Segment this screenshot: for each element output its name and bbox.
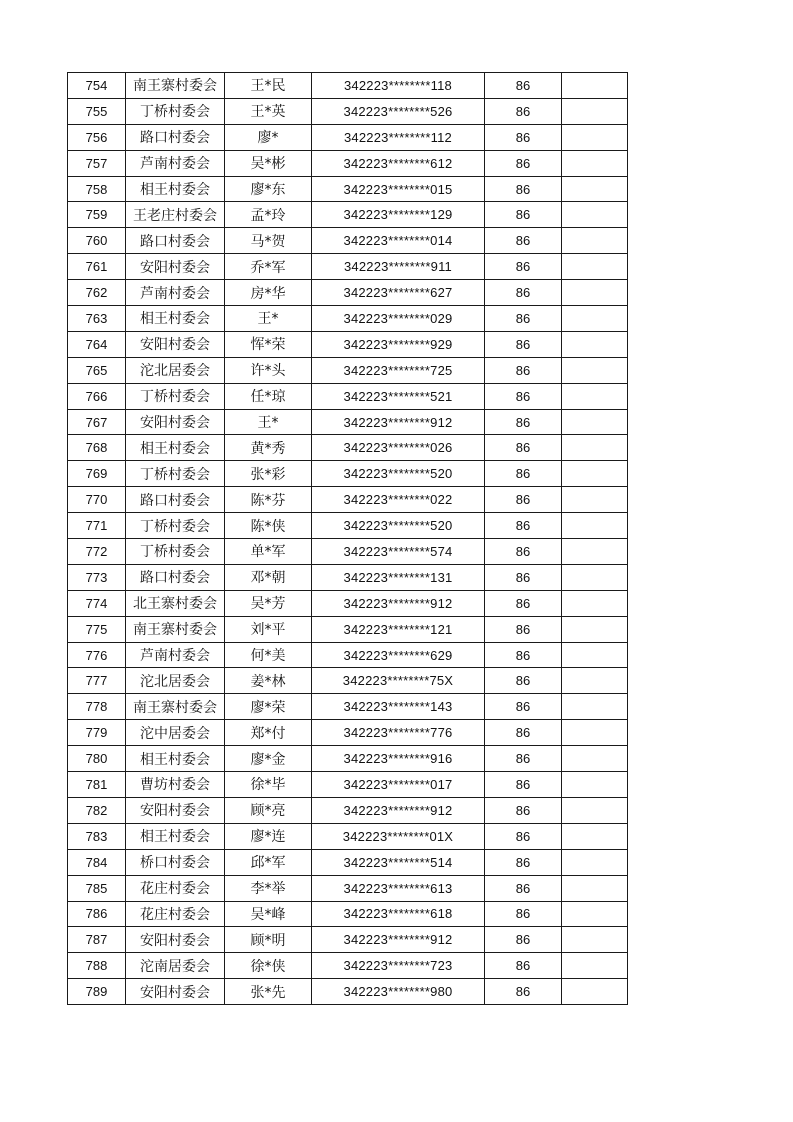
person-name-cell: 张*先 [225,979,312,1005]
id-number-cell: 342223********627 [312,280,485,306]
score-cell: 86 [485,746,562,772]
table-row [68,280,628,306]
village-committee-cell: 花庄村委会 [126,875,225,901]
remark-cell [562,797,628,823]
person-name-cell: 廖*荣 [225,694,312,720]
id-number-cell: 342223********514 [312,849,485,875]
village-committee-cell: 沱北居委会 [126,668,225,694]
village-committee-cell: 相王村委会 [126,823,225,849]
serial-number-cell: 770 [68,487,126,513]
table-row [68,642,628,668]
serial-number-cell: 767 [68,409,126,435]
id-number-cell: 342223********929 [312,331,485,357]
person-name-cell: 邓*朝 [225,564,312,590]
remark-cell [562,616,628,642]
table-row [68,306,628,332]
table-row [68,73,628,99]
village-committee-cell: 曹坊村委会 [126,772,225,798]
score-cell: 86 [485,590,562,616]
person-name-cell: 孟*玲 [225,202,312,228]
village-committee-cell: 路口村委会 [126,487,225,513]
id-number-cell: 342223********01X [312,823,485,849]
id-number-cell: 342223********526 [312,98,485,124]
person-name-cell: 邱*军 [225,849,312,875]
table-row [68,746,628,772]
table-row [68,901,628,927]
serial-number-cell: 762 [68,280,126,306]
serial-number-cell: 778 [68,694,126,720]
remark-cell [562,409,628,435]
remark-cell [562,927,628,953]
village-committee-cell: 沱南居委会 [126,953,225,979]
table-row [68,331,628,357]
id-number-cell: 342223********776 [312,720,485,746]
table-row [68,979,628,1005]
id-number-cell: 342223********015 [312,176,485,202]
id-number-cell: 342223********022 [312,487,485,513]
id-number-cell: 342223********520 [312,461,485,487]
score-cell: 86 [485,461,562,487]
remark-cell [562,150,628,176]
table-row [68,176,628,202]
village-committee-cell: 丁桥村委会 [126,461,225,487]
village-committee-cell: 北王寨村委会 [126,590,225,616]
village-committee-cell: 芦南村委会 [126,280,225,306]
person-name-cell: 郑*付 [225,720,312,746]
serial-number-cell: 756 [68,124,126,150]
serial-number-cell: 777 [68,668,126,694]
score-cell: 86 [485,435,562,461]
score-cell: 86 [485,642,562,668]
person-name-cell: 陈*芬 [225,487,312,513]
serial-number-cell: 784 [68,849,126,875]
village-committee-cell: 安阳村委会 [126,331,225,357]
id-number-cell: 342223********912 [312,797,485,823]
id-number-cell: 342223********112 [312,124,485,150]
remark-cell [562,461,628,487]
village-committee-cell: 安阳村委会 [126,927,225,953]
remark-cell [562,306,628,332]
table-row [68,487,628,513]
village-committee-cell: 安阳村委会 [126,979,225,1005]
remark-cell [562,746,628,772]
table-row [68,539,628,565]
id-number-cell: 342223********912 [312,927,485,953]
village-committee-cell: 安阳村委会 [126,254,225,280]
table-row [68,694,628,720]
roster-table-body [68,73,628,1005]
remark-cell [562,564,628,590]
village-committee-cell: 南王寨村委会 [126,616,225,642]
score-cell: 86 [485,124,562,150]
person-name-cell: 恽*荣 [225,331,312,357]
remark-cell [562,590,628,616]
id-number-cell: 342223********017 [312,772,485,798]
person-name-cell: 单*军 [225,539,312,565]
village-committee-cell: 相王村委会 [126,176,225,202]
village-committee-cell: 桥口村委会 [126,849,225,875]
village-committee-cell: 芦南村委会 [126,642,225,668]
table-row [68,823,628,849]
score-cell: 86 [485,849,562,875]
remark-cell [562,953,628,979]
table-row [68,797,628,823]
serial-number-cell: 769 [68,461,126,487]
remark-cell [562,487,628,513]
score-cell: 86 [485,797,562,823]
remark-cell [562,772,628,798]
person-name-cell: 张*彩 [225,461,312,487]
serial-number-cell: 775 [68,616,126,642]
score-cell: 86 [485,357,562,383]
village-committee-cell: 花庄村委会 [126,901,225,927]
score-cell: 86 [485,228,562,254]
serial-number-cell: 788 [68,953,126,979]
id-number-cell: 342223********618 [312,901,485,927]
table-row [68,616,628,642]
village-committee-cell: 南王寨村委会 [126,73,225,99]
serial-number-cell: 761 [68,254,126,280]
score-cell: 86 [485,668,562,694]
table-row [68,513,628,539]
table-row [68,124,628,150]
serial-number-cell: 776 [68,642,126,668]
person-name-cell: 乔*军 [225,254,312,280]
score-cell: 86 [485,616,562,642]
remark-cell [562,124,628,150]
person-name-cell: 马*贺 [225,228,312,254]
table-row [68,772,628,798]
score-cell: 86 [485,73,562,99]
serial-number-cell: 768 [68,435,126,461]
score-cell: 86 [485,539,562,565]
remark-cell [562,383,628,409]
remark-cell [562,720,628,746]
serial-number-cell: 759 [68,202,126,228]
serial-number-cell: 766 [68,383,126,409]
table-row [68,409,628,435]
score-cell: 86 [485,98,562,124]
serial-number-cell: 760 [68,228,126,254]
serial-number-cell: 780 [68,746,126,772]
serial-number-cell: 783 [68,823,126,849]
score-cell: 86 [485,487,562,513]
person-name-cell: 许*头 [225,357,312,383]
village-committee-cell: 相王村委会 [126,435,225,461]
id-number-cell: 342223********911 [312,254,485,280]
serial-number-cell: 787 [68,927,126,953]
score-cell: 86 [485,901,562,927]
person-name-cell: 李*举 [225,875,312,901]
serial-number-cell: 765 [68,357,126,383]
serial-number-cell: 771 [68,513,126,539]
score-cell: 86 [485,823,562,849]
village-committee-cell: 芦南村委会 [126,150,225,176]
remark-cell [562,513,628,539]
village-committee-cell: 沱北居委会 [126,357,225,383]
person-name-cell: 王* [225,409,312,435]
person-name-cell: 顾*亮 [225,797,312,823]
person-name-cell: 房*华 [225,280,312,306]
person-name-cell: 王*英 [225,98,312,124]
remark-cell [562,357,628,383]
remark-cell [562,875,628,901]
table-row [68,590,628,616]
remark-cell [562,539,628,565]
person-name-cell: 吴*彬 [225,150,312,176]
remark-cell [562,228,628,254]
score-cell: 86 [485,331,562,357]
remark-cell [562,668,628,694]
person-name-cell: 刘*平 [225,616,312,642]
score-cell: 86 [485,513,562,539]
id-number-cell: 342223********121 [312,616,485,642]
table-row [68,228,628,254]
remark-cell [562,98,628,124]
remark-cell [562,73,628,99]
serial-number-cell: 772 [68,539,126,565]
village-committee-cell: 丁桥村委会 [126,513,225,539]
table-row [68,849,628,875]
score-cell: 86 [485,875,562,901]
person-name-cell: 廖*金 [225,746,312,772]
score-cell: 86 [485,383,562,409]
score-cell: 86 [485,150,562,176]
village-committee-cell: 安阳村委会 [126,409,225,435]
village-committee-cell: 王老庄村委会 [126,202,225,228]
score-cell: 86 [485,772,562,798]
id-number-cell: 342223********574 [312,539,485,565]
person-name-cell: 廖* [225,124,312,150]
score-cell: 86 [485,953,562,979]
id-number-cell: 342223********612 [312,150,485,176]
score-cell: 86 [485,720,562,746]
village-committee-cell: 沱中居委会 [126,720,225,746]
serial-number-cell: 757 [68,150,126,176]
id-number-cell: 342223********613 [312,875,485,901]
table-row [68,927,628,953]
person-name-cell: 顾*明 [225,927,312,953]
person-name-cell: 任*琼 [225,383,312,409]
remark-cell [562,202,628,228]
id-number-cell: 342223********118 [312,73,485,99]
village-committee-cell: 南王寨村委会 [126,694,225,720]
village-committee-cell: 路口村委会 [126,124,225,150]
remark-cell [562,331,628,357]
remark-cell [562,254,628,280]
id-number-cell: 342223********912 [312,590,485,616]
id-number-cell: 342223********521 [312,383,485,409]
score-cell: 86 [485,306,562,332]
score-cell: 86 [485,979,562,1005]
remark-cell [562,280,628,306]
serial-number-cell: 789 [68,979,126,1005]
serial-number-cell: 754 [68,73,126,99]
serial-number-cell: 773 [68,564,126,590]
id-number-cell: 342223********629 [312,642,485,668]
serial-number-cell: 764 [68,331,126,357]
id-number-cell: 342223********014 [312,228,485,254]
village-committee-cell: 丁桥村委会 [126,383,225,409]
village-committee-cell: 丁桥村委会 [126,539,225,565]
id-number-cell: 342223********980 [312,979,485,1005]
id-number-cell: 342223********026 [312,435,485,461]
table-row [68,461,628,487]
serial-number-cell: 779 [68,720,126,746]
serial-number-cell: 781 [68,772,126,798]
serial-number-cell: 763 [68,306,126,332]
id-number-cell: 342223********129 [312,202,485,228]
remark-cell [562,823,628,849]
person-name-cell: 何*美 [225,642,312,668]
person-name-cell: 吴*芳 [225,590,312,616]
remark-cell [562,979,628,1005]
person-name-cell: 廖*连 [225,823,312,849]
person-name-cell: 廖*东 [225,176,312,202]
score-cell: 86 [485,202,562,228]
table-row [68,150,628,176]
village-committee-cell: 相王村委会 [126,306,225,332]
roster-table [67,72,628,1005]
table-row [68,254,628,280]
person-name-cell: 姜*林 [225,668,312,694]
id-number-cell: 342223********131 [312,564,485,590]
id-number-cell: 342223********723 [312,953,485,979]
village-committee-cell: 路口村委会 [126,228,225,254]
id-number-cell: 342223********916 [312,746,485,772]
score-cell: 86 [485,927,562,953]
serial-number-cell: 755 [68,98,126,124]
person-name-cell: 王*民 [225,73,312,99]
id-number-cell: 342223********520 [312,513,485,539]
serial-number-cell: 782 [68,797,126,823]
score-cell: 86 [485,254,562,280]
score-cell: 86 [485,694,562,720]
table-row [68,383,628,409]
person-name-cell: 吴*峰 [225,901,312,927]
score-cell: 86 [485,176,562,202]
remark-cell [562,435,628,461]
table-row [68,564,628,590]
table-row [68,435,628,461]
table-row [68,668,628,694]
person-name-cell: 黄*秀 [225,435,312,461]
score-cell: 86 [485,564,562,590]
table-row [68,875,628,901]
village-committee-cell: 路口村委会 [126,564,225,590]
remark-cell [562,642,628,668]
person-name-cell: 王* [225,306,312,332]
village-committee-cell: 相王村委会 [126,746,225,772]
village-committee-cell: 丁桥村委会 [126,98,225,124]
person-name-cell: 陈*侠 [225,513,312,539]
table-row [68,202,628,228]
remark-cell [562,849,628,875]
person-name-cell: 徐*毕 [225,772,312,798]
table-row [68,357,628,383]
remark-cell [562,176,628,202]
id-number-cell: 342223********029 [312,306,485,332]
serial-number-cell: 758 [68,176,126,202]
serial-number-cell: 774 [68,590,126,616]
score-cell: 86 [485,409,562,435]
table-row [68,720,628,746]
id-number-cell: 342223********725 [312,357,485,383]
id-number-cell: 342223********75X [312,668,485,694]
score-cell: 86 [485,280,562,306]
remark-cell [562,901,628,927]
serial-number-cell: 785 [68,875,126,901]
village-committee-cell: 安阳村委会 [126,797,225,823]
table-row [68,953,628,979]
person-name-cell: 徐*侠 [225,953,312,979]
table-row [68,98,628,124]
serial-number-cell: 786 [68,901,126,927]
id-number-cell: 342223********143 [312,694,485,720]
id-number-cell: 342223********912 [312,409,485,435]
remark-cell [562,694,628,720]
